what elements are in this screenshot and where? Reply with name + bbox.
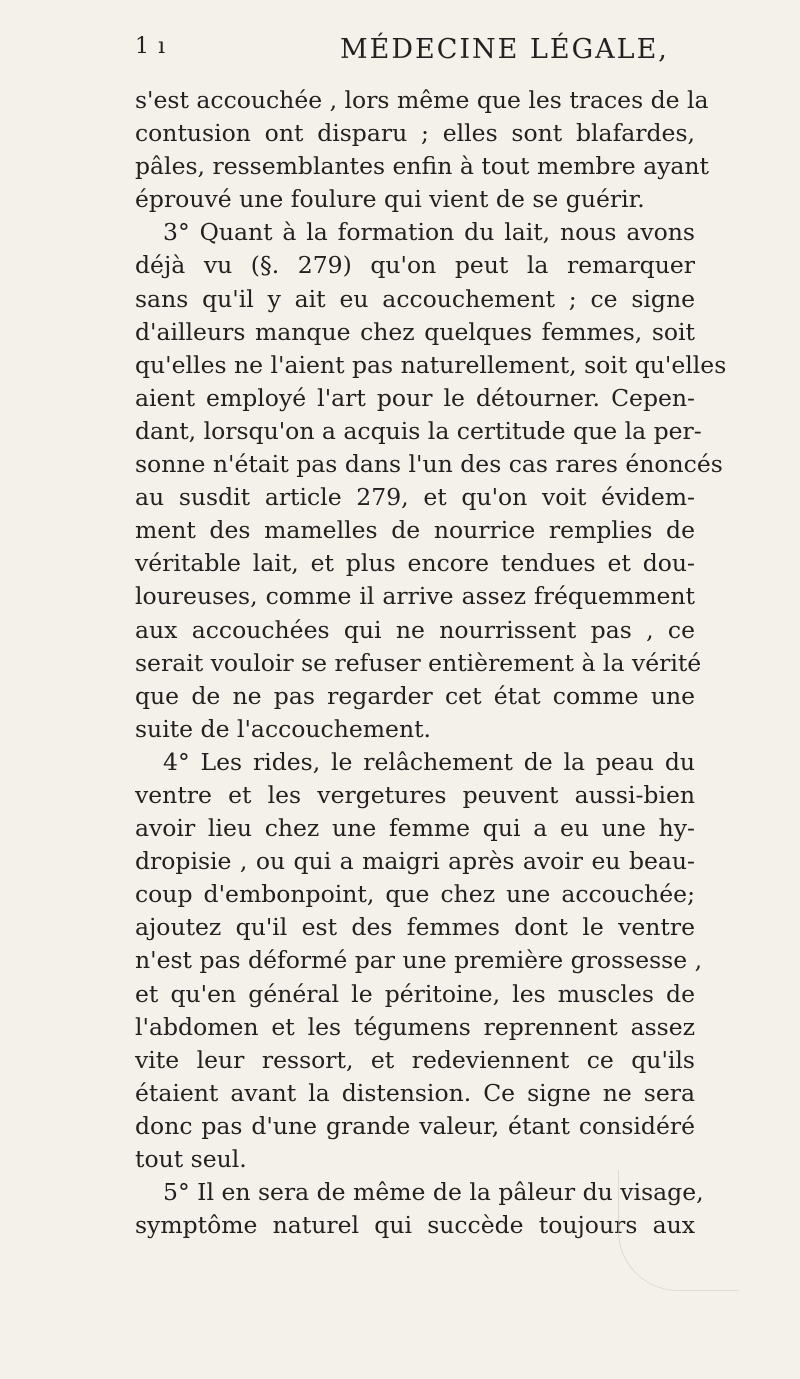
text-line: dant, lorsqu'on a acquis la certitude que la per- xyxy=(135,416,702,445)
text-line: 4° Les rides, le relâchement de la peau du xyxy=(163,747,695,776)
text-line: 3° Quant à la formation du lait, nous avons xyxy=(163,218,695,247)
body-text xyxy=(135,84,727,1242)
text-line: vite leur ressort, et redeviennent ce qu'ils xyxy=(135,1045,695,1074)
running-head: MÉDECINE LÉGALE, xyxy=(340,34,669,65)
text-line: ventre et les vergetures peuvent aussi-bien xyxy=(135,780,695,809)
text-line: coup d'embonpoint, que chez une accouchée; xyxy=(135,880,695,909)
text-line: l'abdomen et les tégumens reprennent assez xyxy=(135,1012,695,1041)
text-line: aient employé l'art pour le détourner. Cepen- xyxy=(135,383,695,412)
text-line: qu'elles ne l'aient pas naturellement, soit qu'elles xyxy=(135,350,727,379)
text-line: étaient avant la distension. Ce signe ne sera xyxy=(135,1078,695,1107)
text-line: déjà vu (§. 279) qu'on peut la remarquer xyxy=(135,251,695,280)
pencil-mark xyxy=(618,1170,739,1291)
text-line: suite de l'accouchement. xyxy=(135,714,431,743)
text-line: 5° Il en sera de même de la pâleur du visage, xyxy=(163,1178,704,1207)
text-line: tout seul. xyxy=(135,1145,247,1173)
text-line: que de ne pas regarder cet état comme une xyxy=(135,681,695,710)
text-line: d'ailleurs manque chez quelques femmes, soit xyxy=(135,317,695,346)
text-line: pâles, ressemblantes enfin à tout membre ayant xyxy=(135,152,709,181)
text-line: et qu'en général le péritoine, les muscles de xyxy=(135,979,695,1008)
text-line: n'est pas déformé par une première grossesse , xyxy=(135,946,703,975)
text-line: symptôme naturel qui succède toujours aux xyxy=(135,1211,695,1240)
text-line: contusion ont disparu ; elles sont blafardes, xyxy=(135,119,695,148)
text-line: au susdit article 279, et qu'on voit évidem- xyxy=(135,483,695,512)
page-header xyxy=(135,18,720,68)
text-line: ment des mamelles de nourrice remplies de xyxy=(135,516,695,545)
text-line: aux accouchées qui ne nourrissent pas , ce xyxy=(135,615,695,644)
text-line: serait vouloir se refuser entièrement à la vérité xyxy=(135,648,702,677)
text-line: éprouvé une foulure qui vient de se guérir. xyxy=(135,185,645,214)
text-line: loureuses, comme il arrive assez fréquemment xyxy=(135,582,695,611)
text-line: sonne n'était pas dans l'un des cas rares énoncés xyxy=(135,450,723,479)
text-line: s'est accouchée , lors même que les traces de la xyxy=(135,86,709,114)
text-line: dropisie , ou qui a maigri après avoir eu beau- xyxy=(135,847,695,876)
text-line: donc pas d'une grande valeur, étant considéré xyxy=(135,1111,695,1140)
text-line: véritable lait, et plus encore tendues et dou- xyxy=(135,549,695,578)
text-line: sans qu'il y ait eu accouchement ; ce signe xyxy=(135,284,695,313)
text-line: ajoutez qu'il est des femmes dont le ventre xyxy=(135,913,695,942)
page-number: 1 ı xyxy=(135,34,167,59)
text-line: avoir lieu chez une femme qui a eu une hy- xyxy=(135,814,695,843)
